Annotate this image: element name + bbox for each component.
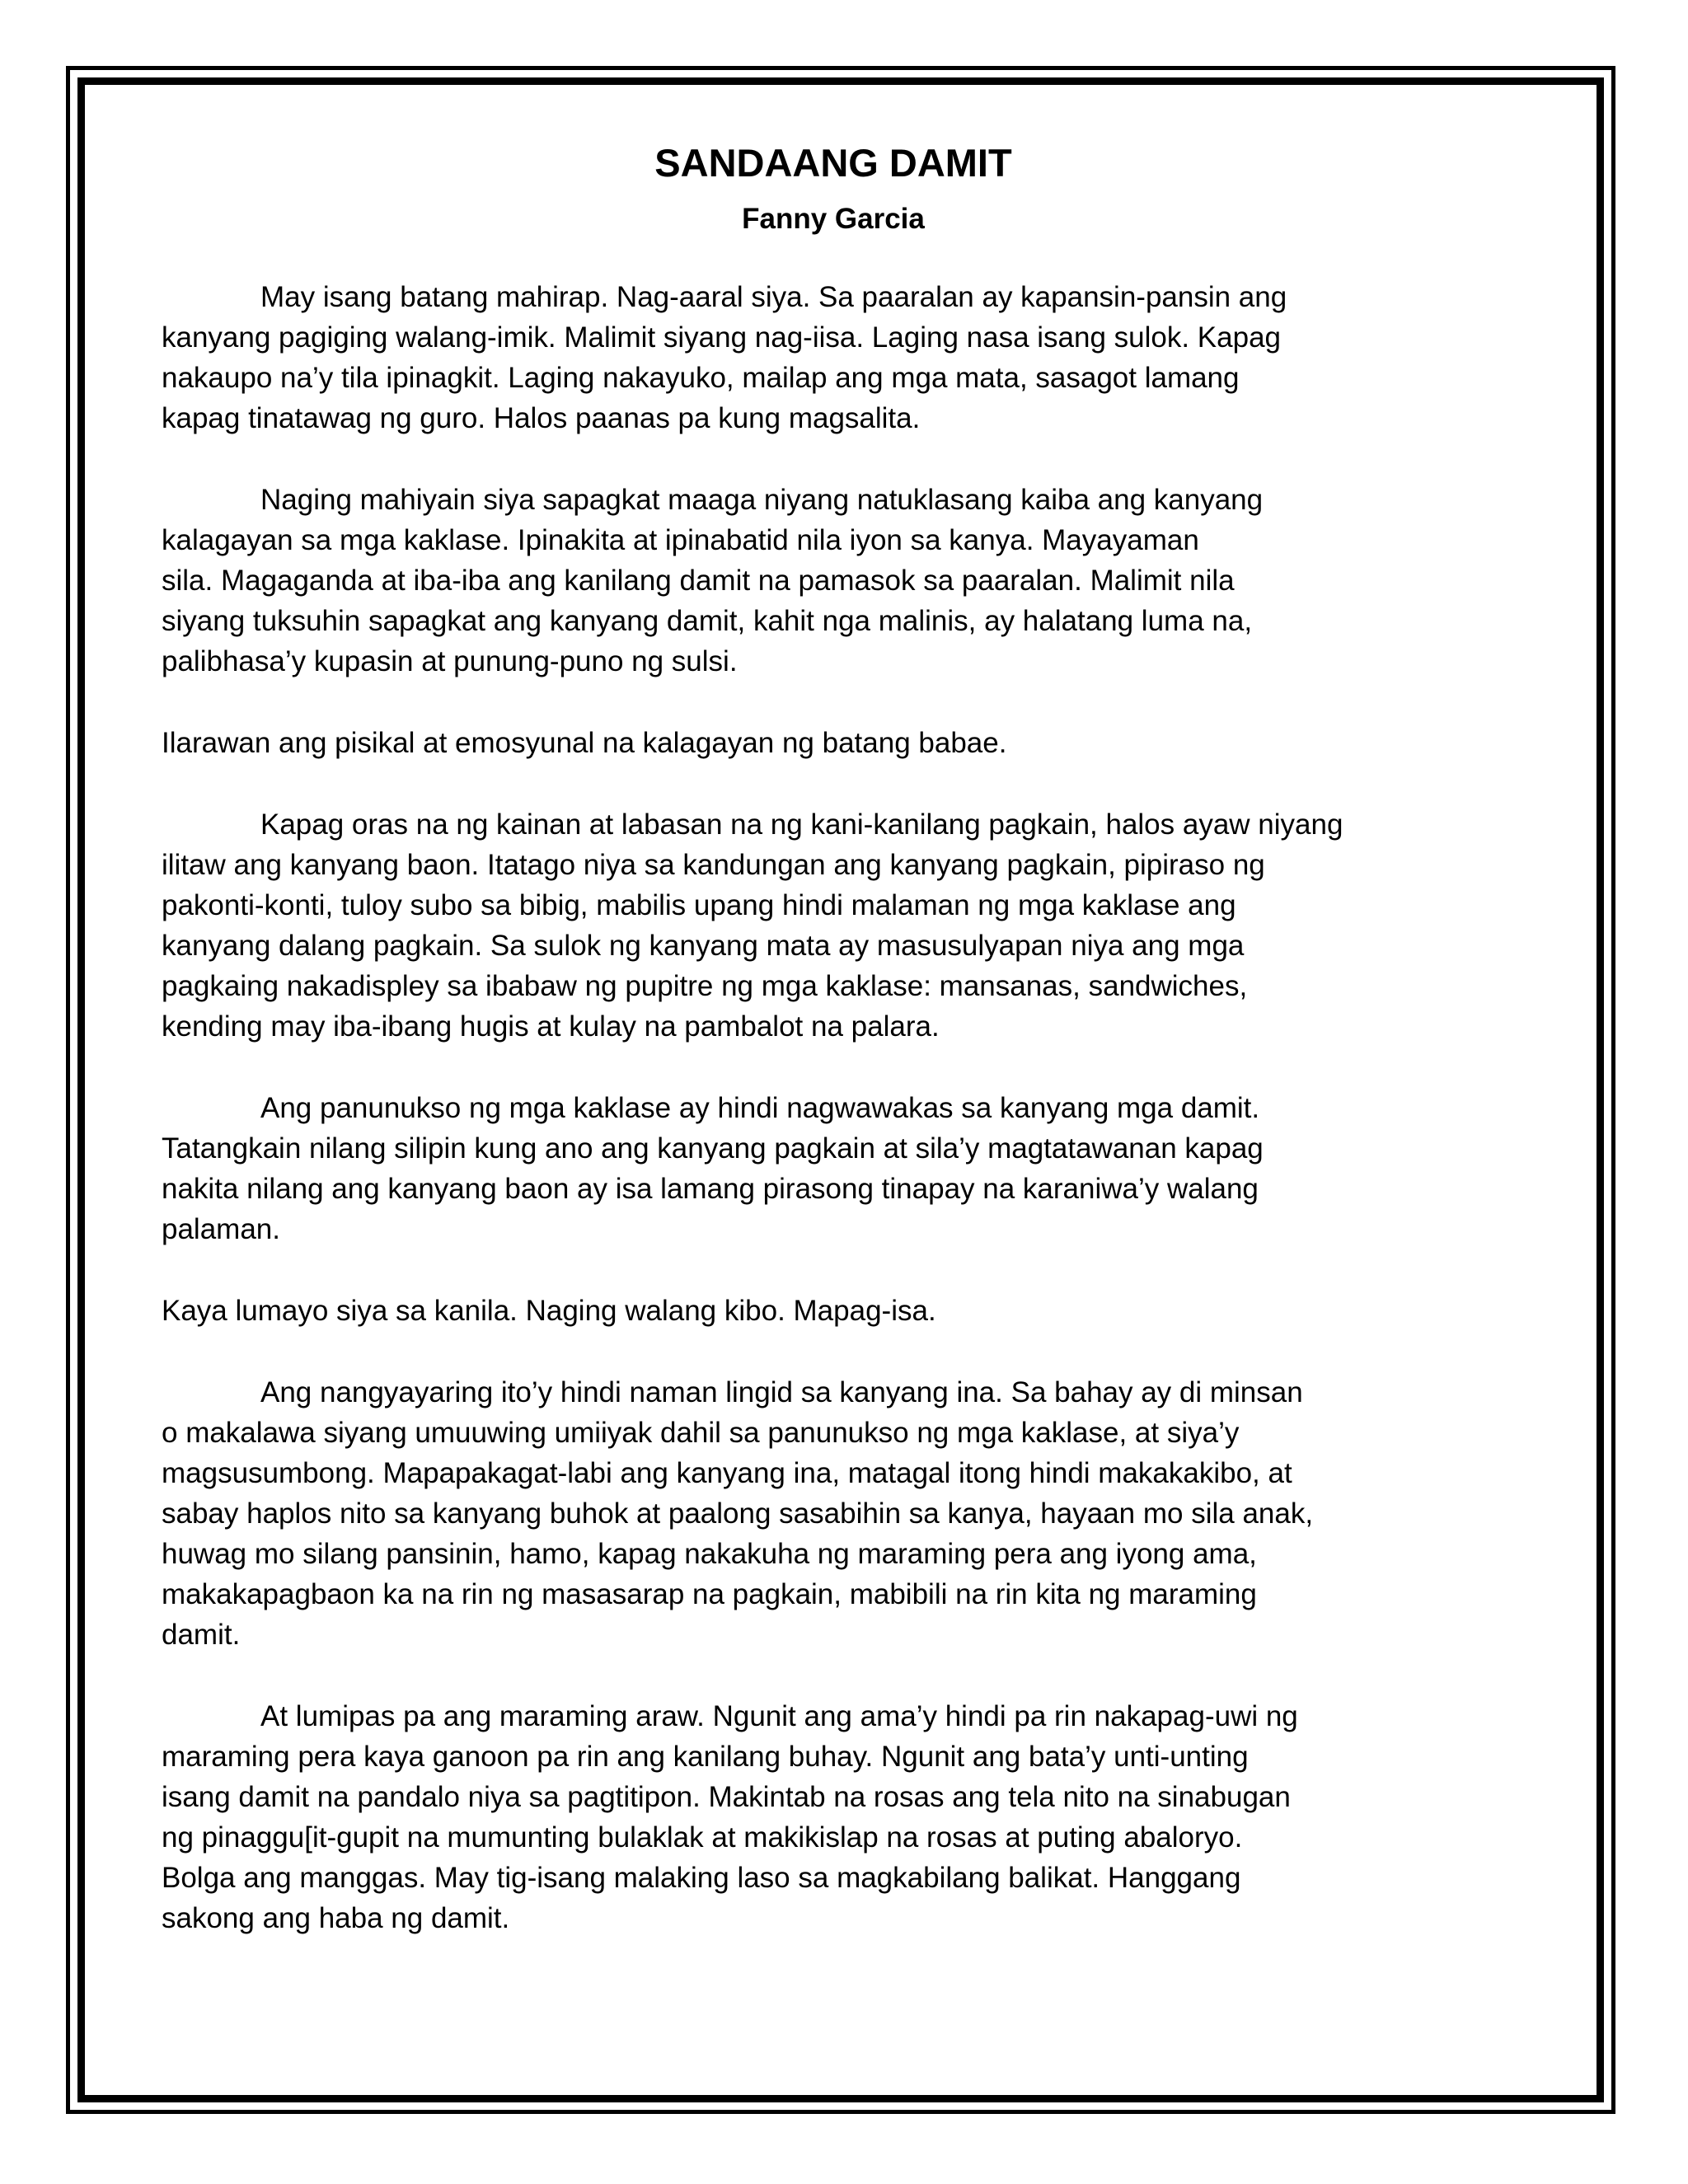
- paragraph-4: [162, 804, 1398, 1047]
- paragraph-line: siyang tuksuhin sapagkat ang kanyang damit, kahit nga malinis, ay halatang luma na,: [162, 605, 1253, 637]
- paragraph-line: Bolga ang manggas. May tig-isang malaking laso sa magkabilang balikat. Hanggang: [162, 1862, 1241, 1894]
- paragraph-line: Kapag oras na ng kainan at labasan na ng kani-kanilang pagkain, halos ayaw niyang: [260, 808, 1343, 841]
- paragraph-line: o makalawa siyang umuuwing umiiyak dahil sa panunukso ng mga kaklase, at siya’y: [162, 1417, 1240, 1449]
- paragraph-7: [162, 1372, 1398, 1655]
- paragraph-8: [162, 1696, 1398, 1938]
- paragraph-line: kalagayan sa mga kaklase. Ipinakita at ipinabatid nila iyon sa kanya. Mayayaman: [162, 524, 1199, 556]
- paragraph-line: pagkaing nakadispley sa ibabaw ng pupitre ng mga kaklase: mansanas, sandwiches,: [162, 970, 1248, 1002]
- paragraph-line: isang damit na pandalo niya sa pagtitipon. Makintab na rosas ang tela nito na sinabugan: [162, 1781, 1291, 1813]
- paragraph-line: damit.: [162, 1619, 241, 1651]
- document-body: [162, 132, 1398, 1980]
- paragraph-6: [162, 1291, 1398, 1331]
- paragraph-line: Ang panunukso ng mga kaklase ay hindi nagwawakas sa kanyang mga damit.: [260, 1092, 1260, 1124]
- paragraph-question: [162, 723, 1398, 763]
- paragraph-line: kanyang pagiging walang-imik. Malimit siyang nag-iisa. Laging nasa isang sulok. Kapag: [162, 321, 1282, 354]
- paragraph-line: Kaya lumayo siya sa kanila. Naging walang kibo. Mapag-isa.: [162, 1295, 936, 1327]
- paragraph-line: kanyang dalang pagkain. Sa sulok ng kanyang mata ay masusulyapan niya ang mga: [162, 930, 1245, 962]
- paragraph-line: At lumipas pa ang maraming araw. Ngunit ang ama’y hindi pa rin nakapag-uwi ng: [260, 1700, 1298, 1732]
- paragraph-line: magsusumbong. Mapapakagat-labi ang kanyang ina, matagal itong hindi makakakibo, at: [162, 1457, 1292, 1489]
- paragraph-line: Tatangkain nilang silipin kung ano ang kanyang pagkain at sila’y magtatawanan kapag: [162, 1132, 1264, 1165]
- paragraph-line: nakita nilang ang kanyang baon ay isa lamang pirasong tinapay na karaniwa’y walang: [162, 1173, 1259, 1205]
- paragraph-5: [162, 1088, 1398, 1249]
- paragraph-line: sabay haplos nito sa kanyang buhok at paalong sasabihin sa kanya, hayaan mo sila anak,: [162, 1497, 1314, 1530]
- paragraph-line: sakong ang haba ng damit.: [162, 1902, 510, 1934]
- paragraph-1: [162, 277, 1398, 438]
- paragraph-line: palaman.: [162, 1213, 280, 1245]
- paragraph-line: ng pinaggu[it-gupit na mumunting bulaklak at makikislap na rosas at puting abaloryo.: [162, 1821, 1243, 1854]
- paragraph-line: pakonti-konti, tuloy subo sa bibig, mabilis upang hindi malaman ng mga kaklase ang: [162, 889, 1236, 921]
- paragraph-line: Ilarawan ang pisikal at emosyunal na kalagayan ng batang babae.: [162, 727, 1007, 759]
- paragraph-line: sila. Magaganda at iba-iba ang kanilang damit na pamasok sa paaralan. Malimit nila: [162, 565, 1235, 597]
- paragraph-line: huwag mo silang pansinin, hamo, kapag nakakuha ng maraming pera ang iyong ama,: [162, 1538, 1257, 1570]
- paragraph-line: Ang nangyayaring ito’y hindi naman lingid sa kanyang ina. Sa bahay ay di minsan: [260, 1376, 1303, 1408]
- paragraph-line: ilitaw ang kanyang baon. Itatago niya sa kandungan ang kanyang pagkain, pipiraso ng: [162, 849, 1265, 881]
- paragraph-line: maraming pera kaya ganoon pa rin ang kanilang buhay. Ngunit ang bata’y unti-unting: [162, 1741, 1249, 1773]
- paragraph-2: [162, 480, 1398, 682]
- paragraph-line: kending may iba-ibang hugis at kulay na pambalot na palara.: [162, 1010, 940, 1043]
- document-author: Fanny Garcia: [742, 203, 925, 235]
- document-title: SANDAANG DAMIT: [654, 141, 1012, 185]
- paragraph-line: Naging mahiyain siya sapagkat maaga niyang natuklasang kaiba ang kanyang: [260, 484, 1264, 516]
- paragraph-line: makakapagbaon ka na rin ng masasarap na pagkain, mabibili na rin kita ng maraming: [162, 1578, 1257, 1610]
- paragraph-line: May isang batang mahirap. Nag-aaral siya. Sa paaralan ay kapansin-pansin ang: [260, 281, 1287, 313]
- paragraph-line: nakaupo na’y tila ipinagkit. Laging nakayuko, mailap ang mga mata, sasagot lamang: [162, 362, 1240, 394]
- paragraph-line: palibhasa’y kupasin at punung-puno ng sulsi.: [162, 645, 738, 677]
- paragraph-line: kapag tinatawag ng guro. Halos paanas pa kung magsalita.: [162, 402, 921, 434]
